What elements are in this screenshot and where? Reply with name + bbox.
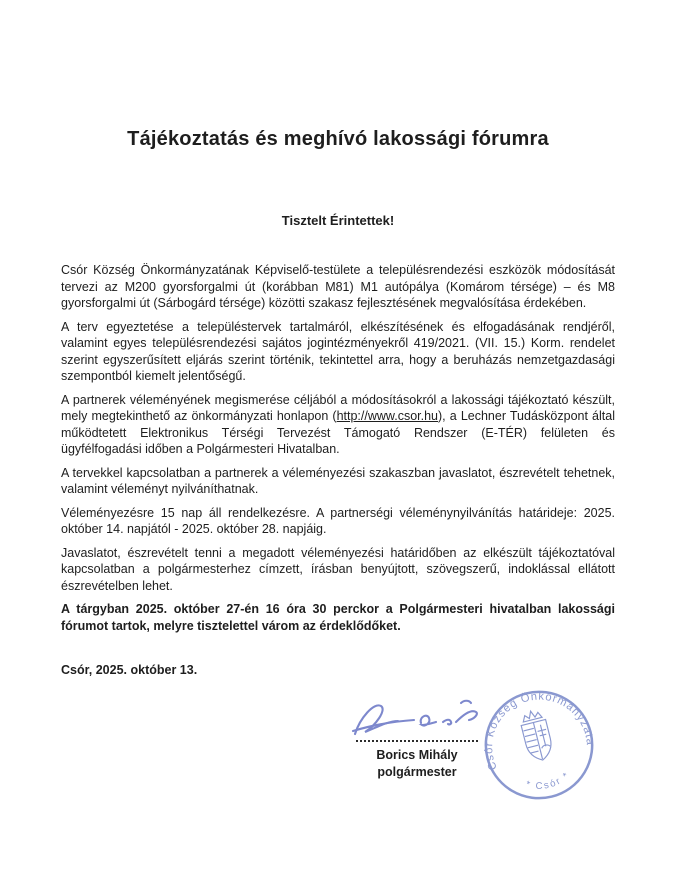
paragraph-submission: Javaslatot, észrevételt tenni a megadott véleményezési határidőben az elkészült tájékoztatóval kapcsolatban a polgármesterhez címzett, írásban benyújtott, szövegszerű, indoklással ellátott észrevételben lehet. [61, 545, 615, 593]
paragraph-opinion-rights: A tervekkel kapcsolatban a partnerek a véleményezési szakaszban javaslatot, észrevételt tehetnek, valamint véleményt nyilváníthatnak. [61, 465, 615, 496]
salutation: Tisztelt Érintettek! [281, 213, 395, 228]
paragraph-procedure: A terv egyeztetése a településtervek tartalmáról, elkészítésének és elfogadásának rendjéről, valamint egyes településrendezési sajátos jogintézményekről 419/2021. (VII. 15.) Korm. rendelet szerint egyszerűsített eljárás szerint történik, tekintettel arra, hogy a beruházás nemzetgazdasági szempontból kiemelt jelentőségű. [61, 319, 615, 383]
signature-line [356, 740, 478, 742]
document-title: Tájékoztatás és meghívó lakossági fórumra [127, 128, 549, 150]
place-and-date: Csór, 2025. október 13. [61, 663, 198, 677]
website-link[interactable]: http://www.csor.hu [336, 409, 439, 423]
svg-text:* Csór * [522, 768, 574, 796]
municipal-stamp [481, 687, 597, 803]
signer-name: Borics Mihály [376, 748, 458, 762]
stamp-bottom-text: * Csór * [524, 769, 573, 792]
paragraph-forum-announcement: A tárgyban 2025. október 27-én 16 óra 30 perckor a Polgármesteri hivatalban lakossági fórumot tartok, melyre tisztelettel várom az érdeklődőket. [61, 602, 615, 633]
paragraph-availability [61, 392, 615, 458]
stamp-ring-text: Csór Község Önkormányzata [483, 690, 596, 772]
paragraph-availability-before-link: A partnerek véleményének megismerése céljából a módosításokról a lakossági tájékoztató készült, mely megtekinthető az önkormányzati honlapon ( [61, 392, 615, 423]
handwritten-signature [348, 694, 483, 744]
paragraph-intro: Csór Község Önkormányzatának Képviselő-testülete a településrendezési eszközök módosítását tervezi az M200 gyorsforgalmi út (korábban M81) M1 autópálya (Komárom térsége) – és M8 gyorsforgalmi út (Sárbogárd térsége) közötti szakasz fejlesztésének megvalósítása érdekében. [61, 263, 615, 310]
paragraph-deadline: Véleményezésre 15 nap áll rendelkezésre. A partnerségi véleménynyilvánítás határideje: 2025. október 14. napjától - 2025. október 28. napjáig. [61, 505, 615, 536]
paragraph-availability-after-link: ), a Lechner Tudásközpont által működtetett Elektronikus Térségi Tervezést Támogató Rendszer (E-TÉR) felületen és ügyfélfogadási időben a Polgármesteri Hivatalban. [61, 409, 615, 456]
signer-role: polgármester [377, 765, 457, 779]
coat-of-arms-icon [518, 708, 555, 763]
document-body [61, 0, 615, 679]
